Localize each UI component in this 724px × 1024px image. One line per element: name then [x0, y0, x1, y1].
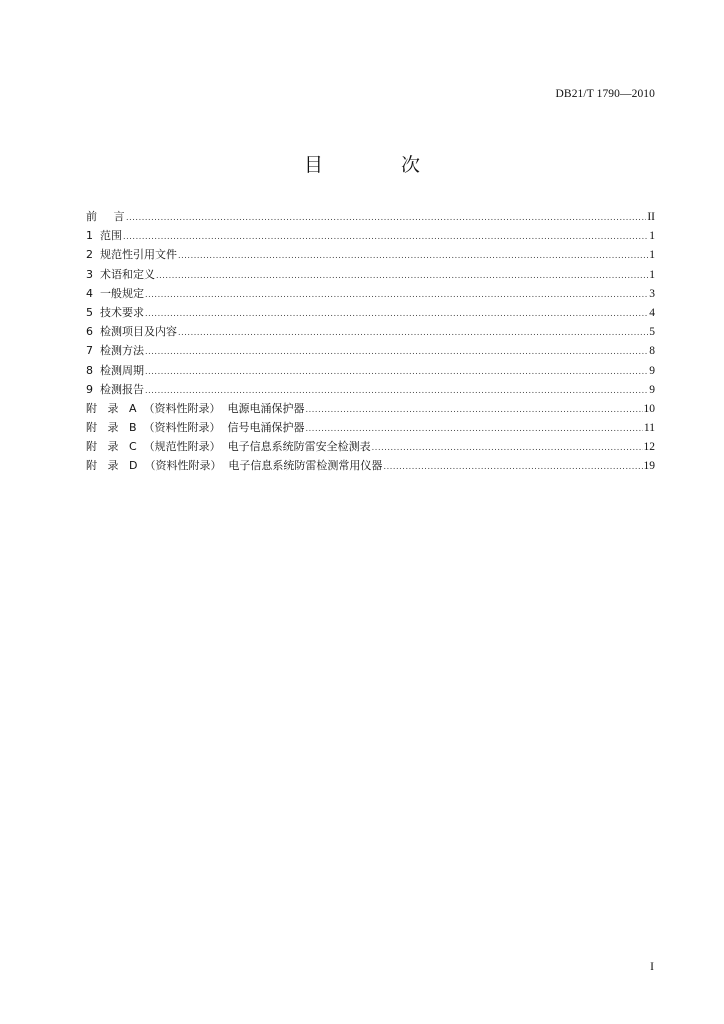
toc-entry-inspection-cycle[interactable]: [86, 361, 655, 380]
toc-entry-label: 1 范围: [86, 229, 122, 243]
toc-entry-normative-references[interactable]: [86, 245, 655, 264]
toc-entry-appendix-c[interactable]: [86, 437, 655, 456]
toc-entry-label: 4 一般规定: [86, 286, 144, 300]
toc-dot-leader: [383, 457, 642, 476]
toc-entry-page: 9: [649, 364, 655, 377]
toc-dot-leader: [306, 419, 643, 438]
toc-entry-appendix-b[interactable]: [86, 418, 655, 437]
toc-entry-appendix-d[interactable]: [86, 456, 655, 475]
toc-entry-page: 1: [649, 230, 655, 243]
toc-entry-label: 前 言: [86, 210, 125, 223]
toc-entry-page: 5: [649, 326, 655, 339]
toc-entry-label: 2 规范性引用文件: [86, 248, 177, 262]
toc-entry-appendix-a[interactable]: [86, 399, 655, 418]
toc-entry-technical-requirements[interactable]: [86, 303, 655, 322]
toc-dot-leader: [156, 266, 648, 285]
table-of-contents: [86, 207, 655, 476]
toc-entry-label: 附 录 A （资料性附录） 电源电涌保护器: [86, 401, 305, 415]
toc-entry-page: 1: [649, 249, 655, 262]
toc-entry-page: 1: [649, 268, 655, 281]
toc-entry-scope[interactable]: [86, 226, 655, 245]
toc-entry-page: 8: [649, 345, 655, 358]
toc-entry-label: 附 录 B （资料性附录） 信号电涌保护器: [86, 421, 305, 435]
toc-entry-label: 7 检测方法: [86, 344, 144, 358]
toc-entry-terms-definitions[interactable]: [86, 265, 655, 284]
toc-dot-leader: [178, 246, 648, 265]
toc-entry-page: 19: [643, 460, 655, 473]
toc-dot-leader: [126, 208, 646, 227]
toc-entry-general-provisions[interactable]: [86, 284, 655, 303]
toc-entry-page: 11: [643, 422, 655, 435]
standard-code: DB21/T 1790—2010: [555, 88, 655, 100]
toc-entry-page: 12: [643, 441, 655, 454]
toc-entry-inspection-methods[interactable]: [86, 341, 655, 360]
toc-dot-leader: [306, 400, 643, 419]
page-title: 目 次: [303, 154, 457, 176]
toc-entry-page: 10: [643, 402, 655, 415]
toc-entry-label: 3 术语和定义: [86, 267, 155, 281]
toc-entry-label: 8 检测周期: [86, 363, 144, 377]
toc-entry-label: 6 检测项目及内容: [86, 325, 177, 339]
toc-dot-leader: [145, 342, 648, 361]
toc-entry-page: II: [647, 211, 655, 223]
toc-dot-leader: [145, 285, 648, 304]
toc-entry-page: 4: [649, 306, 655, 319]
toc-entry-label: 9 检测报告: [86, 382, 144, 396]
toc-entry-inspection-items[interactable]: [86, 322, 655, 341]
toc-entry-label: 附 录 D （资料性附录） 电子信息系统防雷检测常用仪器: [86, 459, 383, 473]
toc-entry-page: 9: [649, 383, 655, 396]
toc-dot-leader: [145, 304, 648, 323]
page-number: I: [650, 961, 654, 973]
toc-dot-leader: [178, 323, 648, 342]
toc-entry-foreword[interactable]: [86, 207, 655, 226]
toc-entry-label: 5 技术要求: [86, 305, 144, 319]
toc-dot-leader: [145, 381, 648, 400]
toc-dot-leader: [372, 438, 643, 457]
toc-dot-leader: [145, 362, 648, 381]
toc-entry-page: 3: [649, 287, 655, 300]
toc-entry-inspection-report[interactable]: [86, 380, 655, 399]
toc-entry-label: 附 录 C （规范性附录） 电子信息系统防雷安全检测表: [86, 440, 371, 454]
toc-dot-leader: [123, 227, 648, 246]
